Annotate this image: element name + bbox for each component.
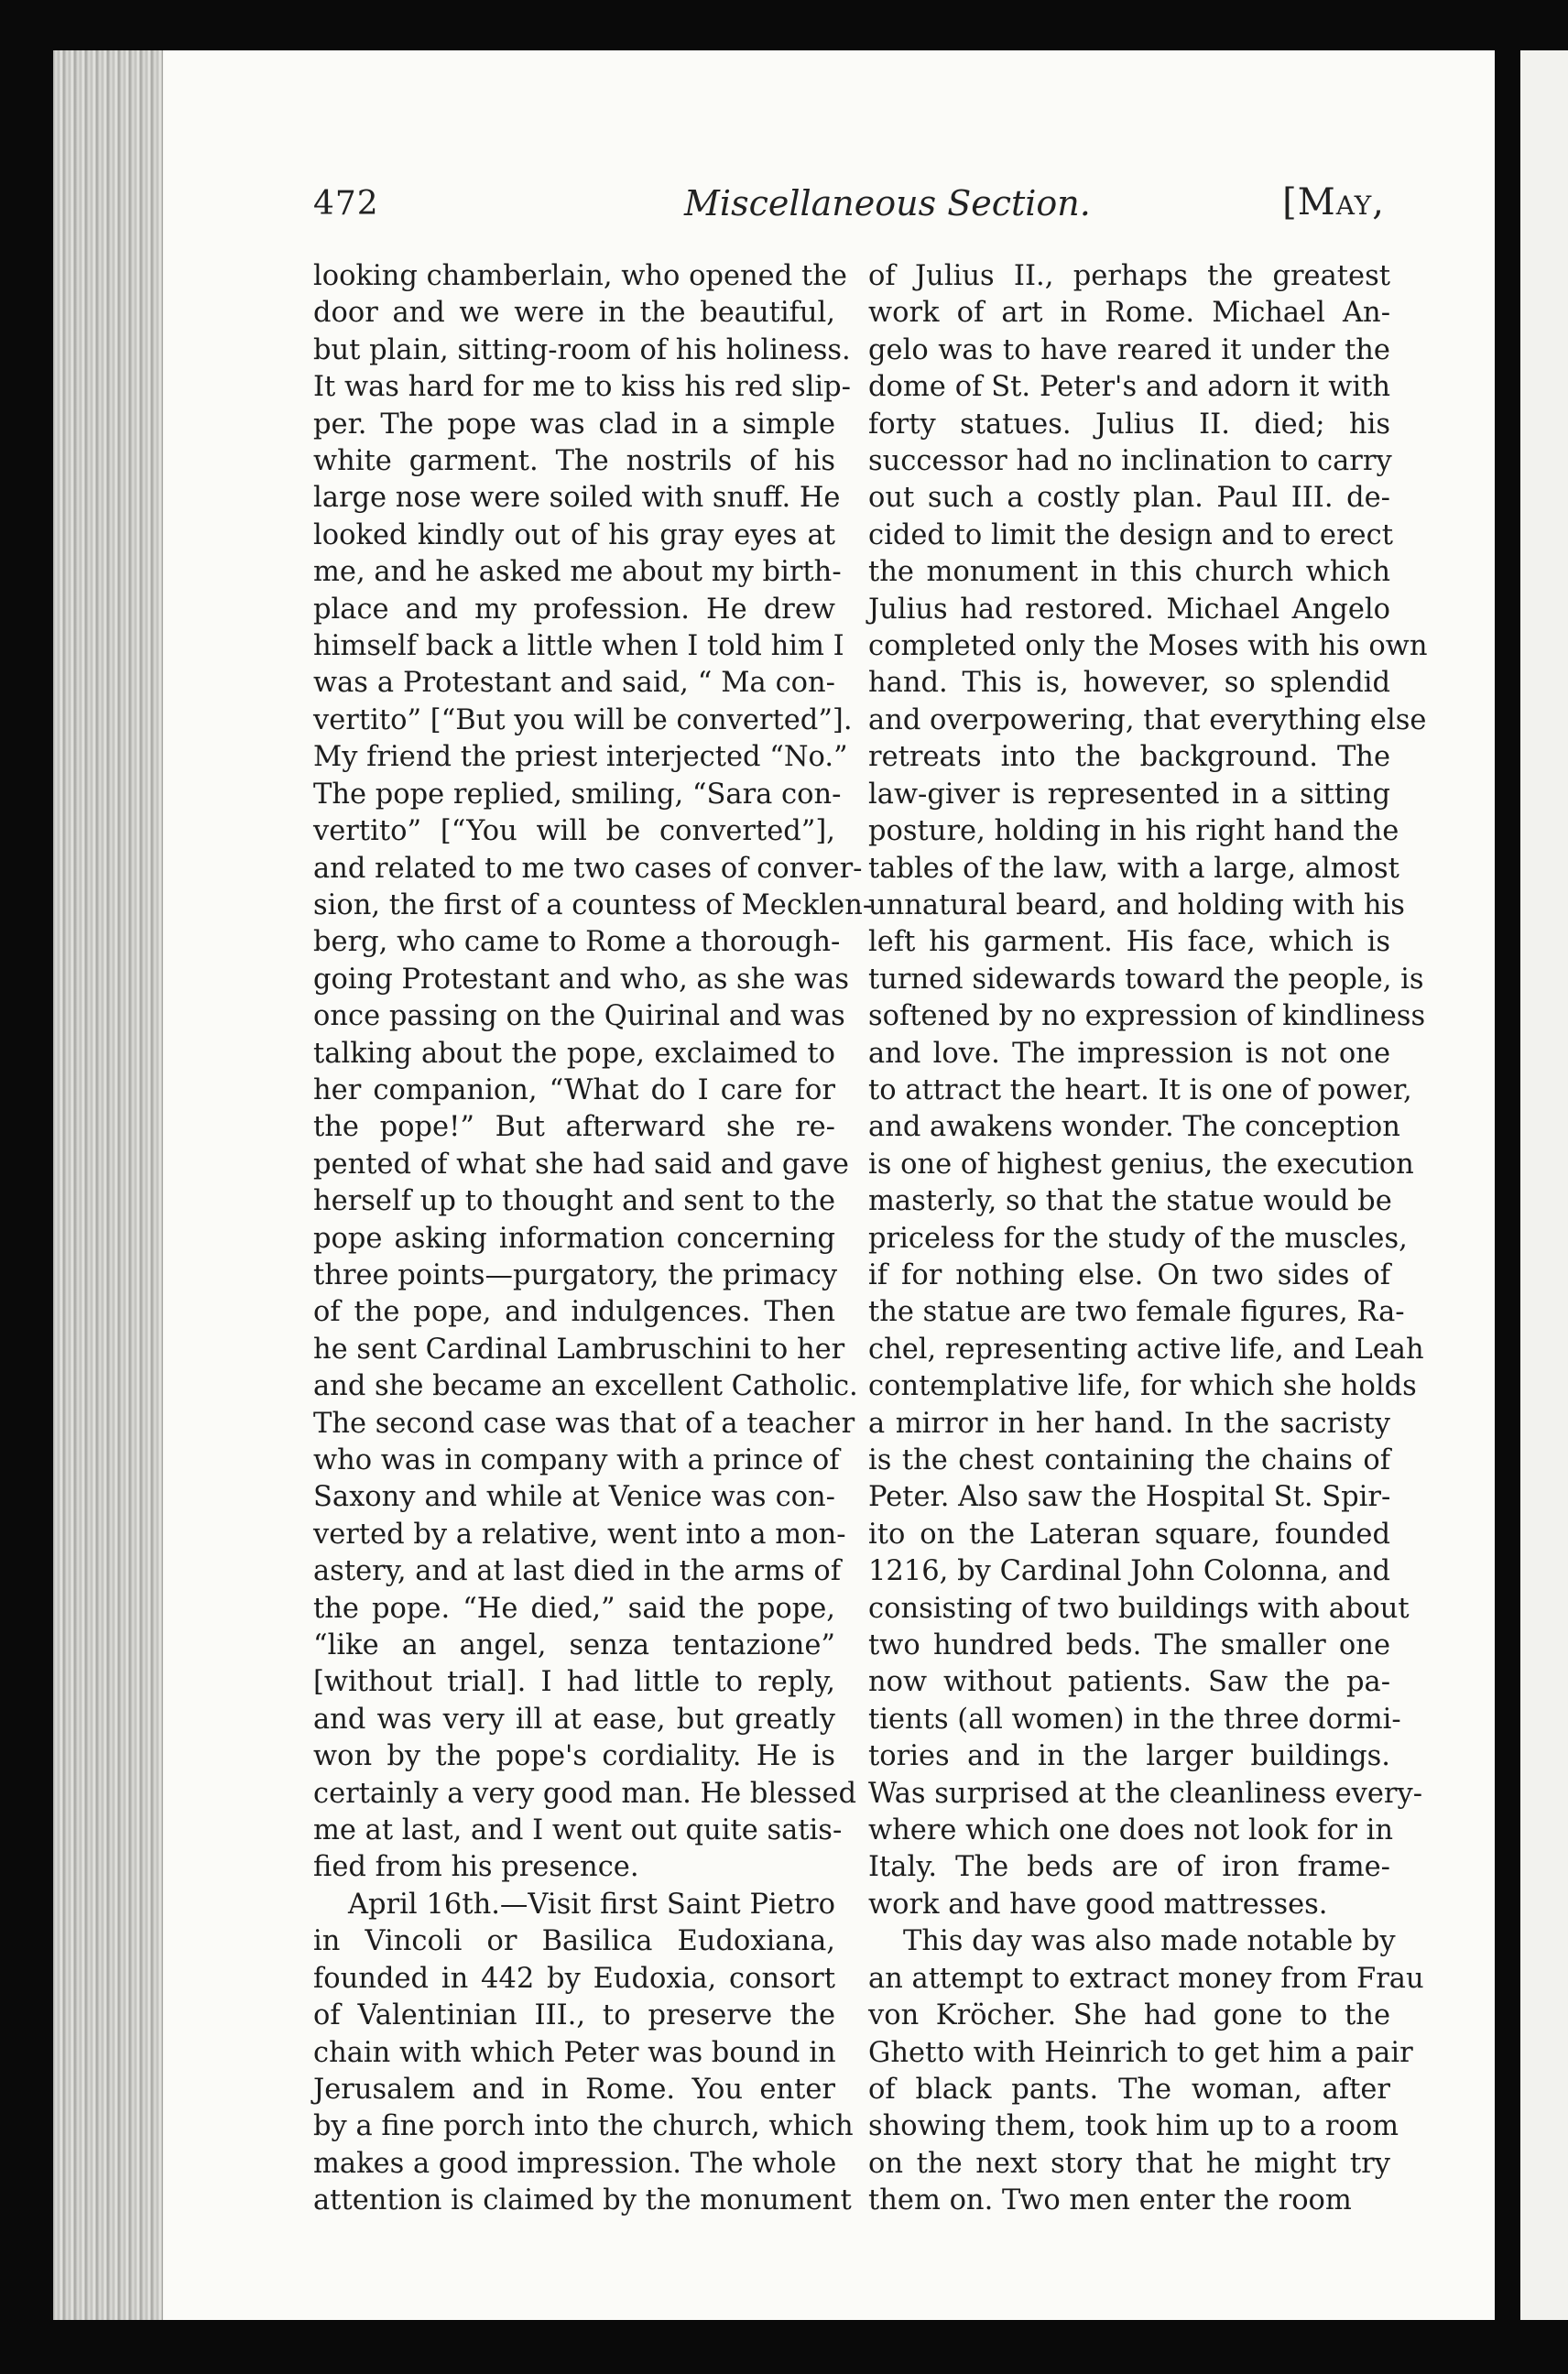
- text-line: April 16th.—Visit first Saint Pietro: [348, 1888, 835, 1921]
- text-line: chain with which Peter was bound in: [313, 2036, 836, 2069]
- text-line: is one of highest genius, the execution: [868, 1148, 1414, 1181]
- text-line: 1216, by Cardinal John Colonna, and: [868, 1555, 1390, 1588]
- text-line: the pope!” But afterward she re-: [313, 1111, 835, 1144]
- text-line: he sent Cardinal Lambruschini to her: [313, 1333, 845, 1366]
- text-line: masterly, so that the statue would be: [868, 1185, 1392, 1218]
- text-line: consisting of two buildings with about: [868, 1592, 1410, 1625]
- text-line: successor had no inclination to carry: [868, 445, 1392, 478]
- text-line: a mirror in her hand. In the sacristy: [868, 1407, 1390, 1440]
- text-line: forty statues. Julius II. died; his: [868, 408, 1390, 441]
- text-line: on the next story that he might try: [868, 2147, 1390, 2180]
- text-line: and overpowering, that everything else: [868, 703, 1427, 736]
- page-edges: [53, 50, 163, 2320]
- text-line: but plain, sitting-room of his holiness.: [313, 333, 851, 366]
- text-line: work of art in Rome. Michael An-: [868, 297, 1390, 330]
- text-line: talking about the pope, exclaimed to: [313, 1037, 835, 1070]
- text-line: himself back a little when I told him I: [313, 630, 844, 663]
- text-line: herself up to thought and sent to the: [313, 1185, 835, 1218]
- text-line: gelo was to have reared it under the: [868, 333, 1390, 366]
- text-line: vertito” [“But you will be converted”].: [313, 703, 853, 736]
- text-line: work and have good mattresses.: [868, 1888, 1328, 1921]
- text-line: me, and he asked me about my birth-: [313, 556, 842, 589]
- text-line: per. The pope was clad in a simple: [313, 408, 835, 441]
- text-line: My friend the priest interjected “No.”: [313, 741, 848, 774]
- text-line: looked kindly out of his gray eyes at: [313, 518, 835, 551]
- facing-page-edge: [1520, 50, 1568, 2320]
- text-line: was a Protestant and said, “ Ma con-: [313, 667, 835, 700]
- text-line: dome of St. Peter's and adorn it with: [868, 371, 1390, 404]
- text-line: Italy. The beds are of iron frame-: [868, 1851, 1390, 1884]
- text-line: won by the pope's cordiality. He is: [313, 1740, 835, 1773]
- text-line: Julius had restored. Michael Angelo: [868, 593, 1390, 626]
- text-line: of Valentinian III., to preserve the: [313, 1999, 835, 2032]
- text-line: of the pope, and indulgences. Then: [313, 1296, 835, 1329]
- text-line: me at last, and I went out quite satis-: [313, 1814, 843, 1847]
- text-line: Jerusalem and in Rome. You enter: [313, 2073, 835, 2106]
- text-line: two hundred beds. The smaller one: [868, 1629, 1390, 1662]
- text-line: The pope replied, smiling, “Sara con-: [313, 778, 842, 811]
- text-line: sion, the first of a countess of Mecklen-: [313, 888, 873, 921]
- text-line: certainly a very good man. He blessed: [313, 1777, 857, 1810]
- text-line: if for nothing else. On two sides of: [868, 1258, 1390, 1291]
- text-line: cided to limit the design and to erect: [868, 518, 1393, 551]
- text-line: to attract the heart. It is one of power,: [868, 1073, 1412, 1106]
- text-line: an attempt to extract money from Frau: [868, 1962, 1424, 1995]
- text-line: contemplative life, for which she holds: [868, 1370, 1417, 1403]
- text-line: and awakens wonder. The conception: [868, 1111, 1400, 1144]
- text-line: tories and in the larger buildings.: [868, 1740, 1390, 1773]
- text-line: “like an angel, senza tentazione”: [313, 1629, 835, 1662]
- text-line: and she became an excellent Catholic.: [313, 1370, 858, 1403]
- text-line: who was in company with a prince of: [313, 1444, 840, 1476]
- text-line: is the chest containing the chains of: [868, 1444, 1390, 1476]
- text-line: and was very ill at ease, but greatly: [313, 1703, 835, 1736]
- text-line: It was hard for me to kiss his red slip-: [313, 371, 851, 404]
- text-line: of black pants. The woman, after: [868, 2073, 1390, 2106]
- left-text-column: [313, 258, 873, 2220]
- text-line: astery, and at last died in the arms of: [313, 1555, 841, 1588]
- text-line: left his garment. His face, which is: [868, 926, 1390, 959]
- text-line: hand. This is, however, so splendid: [868, 667, 1390, 700]
- text-line: of Julius II., perhaps the greatest: [868, 260, 1390, 292]
- text-line: and love. The impression is not one: [868, 1037, 1390, 1070]
- text-line: place and my profession. He drew: [313, 593, 835, 626]
- text-line: priceless for the study of the muscles,: [868, 1222, 1408, 1255]
- text-line: the pope. “He died,” said the pope,: [313, 1592, 835, 1625]
- right-text-column: [868, 258, 1428, 2220]
- text-line: vertito” [“You will be converted”],: [313, 815, 835, 848]
- text-line: the monument in this church which: [868, 556, 1390, 589]
- text-line: unnatural beard, and holding with his: [868, 888, 1405, 921]
- text-line: and related to me two cases of conver-: [313, 852, 863, 885]
- text-line: the statue are two female figures, Ra-: [868, 1296, 1405, 1329]
- text-line: in Vincoli or Basilica Eudoxiana,: [313, 1925, 835, 1958]
- text-line: berg, who came to Rome a thorough-: [313, 926, 841, 959]
- text-line: where which one does not look for in: [868, 1814, 1394, 1847]
- running-head-month: [May,: [1282, 181, 1385, 223]
- text-line: founded in 442 by Eudoxia, consort: [313, 1962, 835, 1995]
- text-line: going Protestant and who, as she was: [313, 963, 850, 996]
- section-title: Miscellaneous Section.: [684, 183, 1091, 223]
- text-line: makes a good impression. The whole: [313, 2147, 837, 2180]
- text-line: Peter. Also saw the Hospital St. Spir-: [868, 1481, 1391, 1514]
- text-line: fied from his presence.: [313, 1851, 639, 1884]
- text-line: ito on the Lateran square, founded: [868, 1518, 1390, 1551]
- text-line: white garment. The nostrils of his: [313, 445, 835, 478]
- text-line: pope asking information concerning: [313, 1222, 835, 1255]
- text-line: Was surprised at the cleanliness every-: [868, 1777, 1423, 1810]
- text-line: The second case was that of a teacher: [313, 1407, 855, 1440]
- text-line: now without patients. Saw the pa-: [868, 1666, 1390, 1699]
- text-line: [without trial]. I had little to reply,: [313, 1666, 835, 1699]
- text-line: verted by a relative, went into a mon-: [313, 1518, 846, 1551]
- text-line: tients (all women) in the three dormi-: [868, 1703, 1401, 1736]
- text-line: out such a costly plan. Paul III. de-: [868, 482, 1390, 515]
- text-line: von Kröcher. She had gone to the: [868, 1999, 1390, 2032]
- text-line: completed only the Moses with his own: [868, 630, 1428, 663]
- text-line: law-giver is represented in a sitting: [868, 778, 1390, 811]
- text-line: turned sidewards toward the people, is: [868, 963, 1424, 996]
- page-number: 472: [313, 185, 379, 223]
- text-line: tables of the law, with a large, almost: [868, 852, 1399, 885]
- text-line: softened by no expression of kindliness: [868, 1000, 1426, 1033]
- text-line: posture, holding in his right hand the: [868, 815, 1399, 848]
- text-line: chel, representing active life, and Leah: [868, 1333, 1424, 1366]
- text-line: by a fine porch into the church, which: [313, 2110, 854, 2143]
- text-line: retreats into the background. The: [868, 741, 1390, 774]
- text-line: This day was also made notable by: [903, 1925, 1396, 1958]
- text-line: looking chamberlain, who opened the: [313, 260, 847, 292]
- text-line: three points—purgatory, the primacy: [313, 1258, 838, 1291]
- text-line: Ghetto with Heinrich to get him a pair: [868, 2036, 1413, 2069]
- text-line: large nose were soiled with snuff. He: [313, 482, 841, 515]
- text-line: her companion, “What do I care for: [313, 1073, 835, 1106]
- text-line: door and we were in the beautiful,: [313, 297, 835, 330]
- text-line: them on. Two men enter the room: [868, 2184, 1352, 2217]
- text-line: showing them, took him up to a room: [868, 2110, 1399, 2143]
- text-line: attention is claimed by the monument: [313, 2184, 852, 2217]
- running-head: [313, 181, 1385, 236]
- text-line: Saxony and while at Venice was con-: [313, 1481, 835, 1514]
- text-line: pented of what she had said and gave: [313, 1148, 849, 1181]
- text-line: once passing on the Quirinal and was: [313, 1000, 845, 1033]
